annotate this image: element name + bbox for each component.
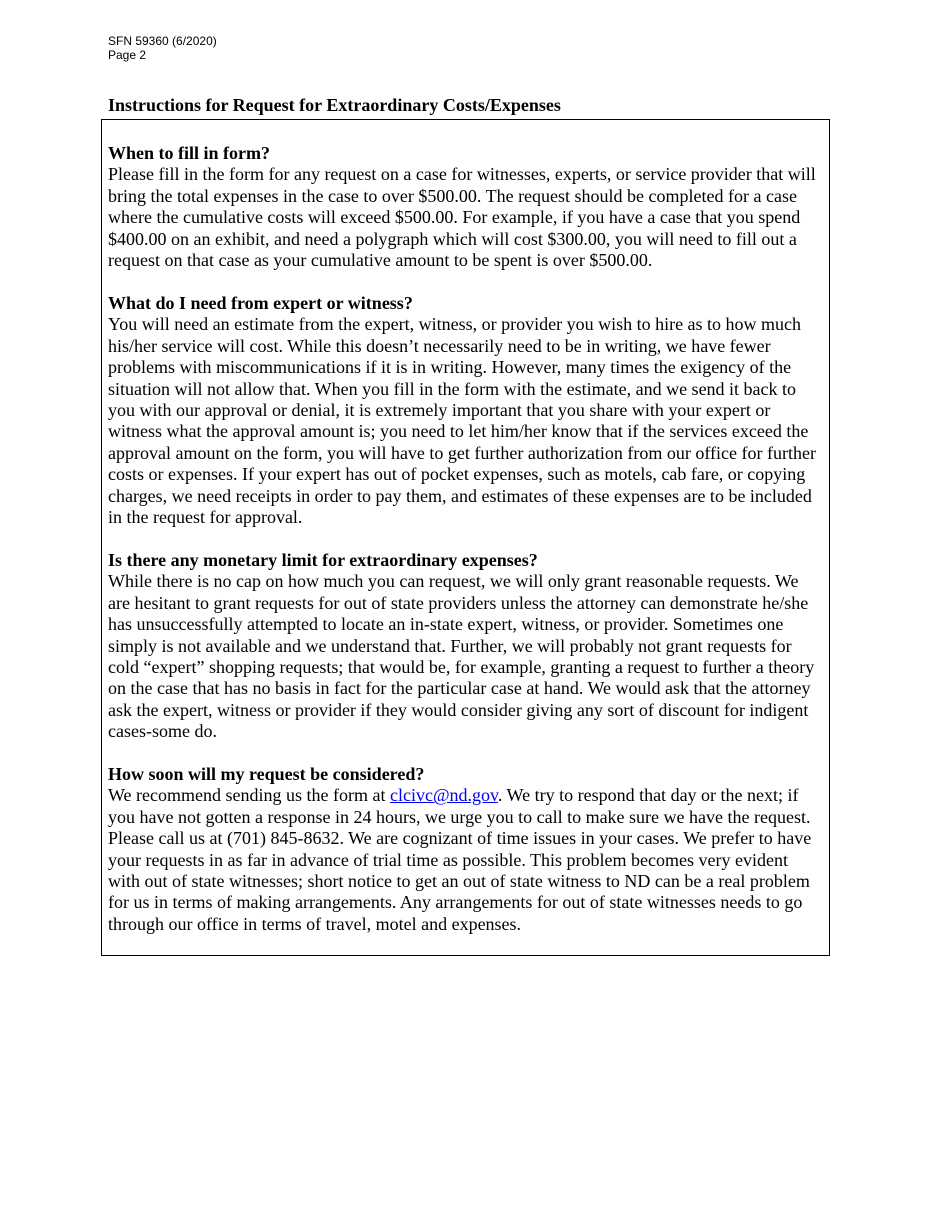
section-how-soon bbox=[108, 764, 824, 935]
section-heading: How soon will my request be considered? bbox=[108, 764, 425, 784]
form-number: SFN 59360 (6/2020) bbox=[108, 34, 217, 48]
page-header bbox=[108, 34, 217, 62]
email-link[interactable]: clcivc@nd.gov bbox=[389, 785, 498, 806]
section-when-to-fill bbox=[108, 143, 824, 271]
instructions-box bbox=[101, 119, 830, 956]
section-heading: When to fill in form? bbox=[108, 143, 270, 163]
body-text-after-link: . We try to respond that day or the next; if you have not gotten a response in 24 hours, we urge you to call to make sure we have the request. Please call us at (701) 845-8632. We are cognizant of time issues in your cases. We prefer to have your requests in as far in advance of trial time as possible. This problem becomes very evident with out of state witnesses; short notice to get an out of state witness to ND can be a real problem for us in terms of making arrangements. Any arrangements for out of state witnesses needs to go through our office in terms of travel, motel and expenses. bbox=[108, 785, 812, 934]
section-heading: Is there any monetary limit for extraordinary expenses? bbox=[108, 550, 538, 570]
page-number: Page 2 bbox=[108, 48, 147, 62]
section-body: You will need an estimate from the expert, witness, or provider you wish to hire as to how much his/her service will cost. While this doesn’t necessarily need to be in writing, we have fewer problems with miscommunications if it is in writing. However, many times the exigency of the situation will not allow that. When you fill in the form with the estimate, and we send it back to you with our approval or denial, it is extremely important that you share with your expert or witness what the approval amount is; you need to let him/her know that if the services exceed the approval amount on the form, you will have to get further authorization from our office for further costs or expenses. If your expert has out of pocket expenses, such as motels, cab fare, or copying charges, we need receipts in order to pay them, and estimates of these expenses are to be included in the request for approval. bbox=[108, 314, 816, 528]
section-body: While there is no cap on how much you can request, we will only grant reasonable requests. We are hesitant to grant requests for out of state providers unless the attorney can demonstrate he/she has unsuccessfully attempted to locate an in-state expert, witness, or provider. Sometimes one simply is not available and we understand that. Further, we will probably not grant requests for cold “expert” shopping requests; that would be, for example, granting a request to further a theory on the case that has no basis in fact for the particular case at hand. We would ask that the attorney ask the expert, witness or provider if they would consider giving any sort of discount for indigent cases-some do. bbox=[108, 571, 815, 742]
section-heading: What do I need from expert or witness? bbox=[108, 293, 413, 313]
section-monetary-limit bbox=[108, 550, 824, 743]
section-body: Please fill in the form for any request on a case for witnesses, experts, or service provider that will bring the total expenses in the case to over $500.00. The request should be completed for a case where the cumulative costs will exceed $500.00. For example, if you have a case that you spend $400.00 on an exhibit, and need a polygraph which will cost $300.00, you will need to fill out a request on that case as your cumulative amount to be spent is over $500.00. bbox=[108, 164, 816, 271]
document-title: Instructions for Request for Extraordinary Costs/Expenses bbox=[108, 95, 561, 115]
section-expert-witness bbox=[108, 293, 824, 528]
section-body bbox=[108, 785, 824, 935]
body-text-before-link: We recommend sending us the form at bbox=[108, 785, 390, 806]
